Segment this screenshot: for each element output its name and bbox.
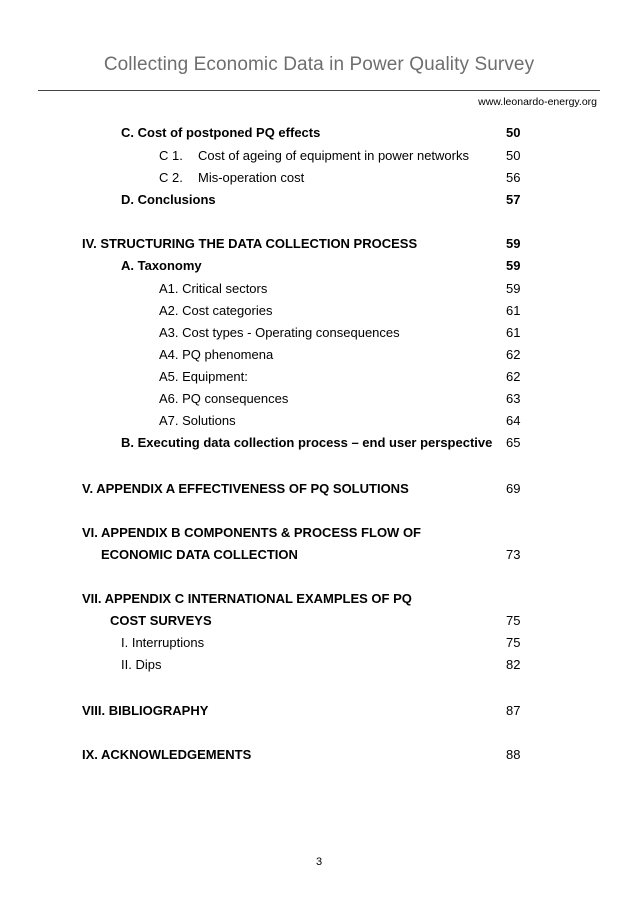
- toc-entry-page: 62: [506, 347, 521, 362]
- toc-entry-label: A6. PQ consequences: [159, 391, 289, 406]
- toc-section-v: [0, 480, 638, 498]
- toc-entry-page: 59: [506, 258, 521, 273]
- toc-entry-a5: [0, 368, 638, 386]
- page-number: 3: [315, 856, 323, 868]
- toc-section-ix: [0, 746, 638, 764]
- header-url: www.leonardo-energy.org: [478, 96, 597, 108]
- toc-entry-number: C 2.: [159, 170, 183, 185]
- toc-entry-label: C. Cost of postponed PQ effects: [121, 125, 321, 140]
- toc-entry-a7: [0, 412, 638, 430]
- toc-entry-page: 75: [506, 613, 521, 628]
- toc-entry-label: B. Executing data collection process – end user perspective: [121, 435, 493, 450]
- toc-entry-label: A4. PQ phenomena: [159, 347, 274, 362]
- toc-entry-a1: [0, 280, 638, 298]
- toc-entry-page: 50: [506, 125, 521, 140]
- toc-entry-dips: [0, 656, 638, 674]
- toc-entry-page: 62: [506, 369, 521, 384]
- toc-entry-page: 82: [506, 657, 521, 672]
- toc-section-viii: [0, 702, 638, 720]
- toc-entry-page: 61: [506, 325, 521, 340]
- toc-section-label: IX. ACKNOWLEDGEMENTS: [82, 747, 252, 762]
- toc-entry-page: 75: [506, 635, 521, 650]
- toc-entry-d-conclusions: [0, 191, 638, 209]
- toc-entry-page: 87: [506, 703, 521, 718]
- toc-entry-page: 69: [506, 481, 521, 496]
- toc-entry-page: 65: [506, 435, 521, 450]
- toc-entry-page: 88: [506, 747, 521, 762]
- toc-entry-page: 61: [506, 303, 521, 318]
- toc-entry-a4: [0, 346, 638, 364]
- toc-section-label: ECONOMIC DATA COLLECTION: [101, 547, 298, 562]
- toc-entry-label: A2. Cost categories: [159, 303, 273, 318]
- toc-entry-label: A5. Equipment:: [159, 369, 248, 384]
- toc-section-label: COST SURVEYS: [110, 613, 212, 628]
- toc-entry-page: 59: [506, 236, 521, 251]
- toc-entry-b-executing: [0, 434, 638, 452]
- toc-entry-a-taxonomy: [0, 257, 638, 275]
- header-divider: [38, 90, 600, 91]
- toc-entry-label: D. Conclusions: [121, 192, 216, 207]
- toc-section-label: VI. APPENDIX B COMPONENTS & PROCESS FLOW OF: [82, 525, 421, 540]
- toc-section-label: IV. STRUCTURING THE DATA COLLECTION PROCESS: [82, 236, 418, 251]
- toc-entry-a2: [0, 302, 638, 320]
- toc-entry-label: A3. Cost types - Operating consequences: [159, 325, 400, 340]
- toc-section-label: V. APPENDIX A EFFECTIVENESS OF PQ SOLUTIONS: [82, 481, 409, 496]
- toc-entry-page: 59: [506, 281, 521, 296]
- toc-entry-label: Cost of ageing of equipment in power networks: [198, 148, 469, 163]
- toc-entry-interruptions: [0, 634, 638, 652]
- toc-section-label: VIII. BIBLIOGRAPHY: [82, 703, 209, 718]
- toc-section-vii-line1: [0, 590, 638, 608]
- toc-entry-page: 64: [506, 413, 521, 428]
- toc-entry-page: 56: [506, 170, 521, 185]
- toc-entry-number: C 1.: [159, 148, 183, 163]
- toc-entry-label: I. Interruptions: [121, 635, 205, 650]
- toc-entry-page: 57: [506, 192, 521, 207]
- toc-section-iv: [0, 235, 638, 253]
- toc-section-vii-line2: [0, 612, 638, 630]
- toc-entry-page: 63: [506, 391, 521, 406]
- toc-entry-page: 73: [506, 547, 521, 562]
- toc-entry-c1: [0, 147, 638, 165]
- toc-entry-a6: [0, 390, 638, 408]
- toc-entry-label: A1. Critical sectors: [159, 281, 268, 296]
- toc-entry-label: A7. Solutions: [159, 413, 236, 428]
- toc-entry-label: Mis-operation cost: [198, 170, 305, 185]
- toc-section-vi-line1: [0, 524, 638, 542]
- toc-section-vi-line2: [0, 546, 638, 564]
- toc-entry-c-postponed: [0, 124, 638, 142]
- toc-section-label: VII. APPENDIX C INTERNATIONAL EXAMPLES OF PQ: [82, 591, 412, 606]
- toc-entry-page: 50: [506, 148, 521, 163]
- toc-entry-label: A. Taxonomy: [121, 258, 202, 273]
- toc-entry-c2: [0, 169, 638, 187]
- toc-entry-a3: [0, 324, 638, 342]
- toc-entry-label: II. Dips: [121, 657, 162, 672]
- document-header-title: Collecting Economic Data in Power Quality Survey: [103, 54, 535, 75]
